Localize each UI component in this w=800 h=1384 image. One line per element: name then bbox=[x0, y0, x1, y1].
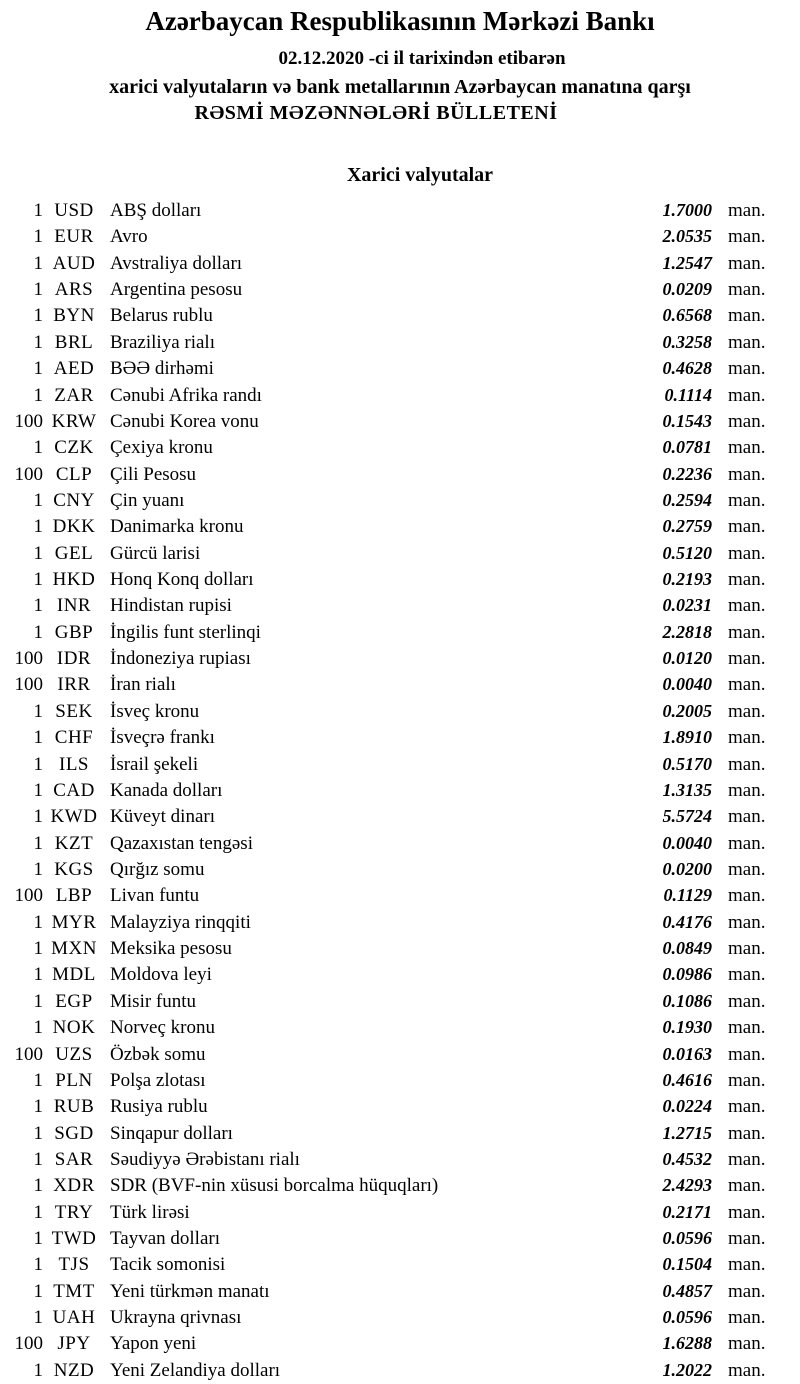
quantity-cell: 100 bbox=[14, 674, 43, 696]
rate-value-cell: 0.0163 bbox=[662, 1043, 712, 1064]
currency-code-cell: GEL bbox=[54, 542, 94, 564]
rate-value-cell: 0.2171 bbox=[662, 1201, 712, 1222]
currency-code-cell: EUR bbox=[54, 226, 94, 248]
currency-code-cell: AED bbox=[53, 358, 95, 380]
rate-row bbox=[0, 434, 800, 460]
currency-name-cell: Səudiyyə Ərəbistanı rialı bbox=[110, 1148, 300, 1170]
unit-label-cell: man. bbox=[728, 410, 766, 432]
unit-label-cell: man. bbox=[728, 990, 766, 1012]
quantity-cell: 1 bbox=[33, 1359, 43, 1381]
currency-name-cell: Qırğız somu bbox=[110, 858, 205, 880]
currency-name-cell: Malayziya rinqqiti bbox=[110, 911, 251, 933]
currency-name-cell: Tayvan dolları bbox=[110, 1228, 220, 1250]
unit-label-cell: man. bbox=[728, 1228, 766, 1250]
quantity-cell: 1 bbox=[33, 595, 43, 617]
currency-name-cell: Yeni türkmən manatı bbox=[110, 1280, 270, 1302]
rate-row bbox=[0, 671, 800, 697]
currency-name-cell: Meksika pesosu bbox=[110, 938, 232, 960]
rate-value-cell: 1.3135 bbox=[662, 779, 712, 800]
currency-name-cell: Yapon yeni bbox=[110, 1333, 197, 1355]
rate-value-cell: 0.0040 bbox=[662, 674, 712, 695]
currency-name-cell: SDR (BVF-nin xüsusi borcalma hüquqları) bbox=[110, 1175, 439, 1197]
currency-name-cell: Avstraliya dolları bbox=[110, 252, 243, 274]
quantity-cell: 1 bbox=[33, 938, 43, 960]
quantity-cell: 1 bbox=[33, 279, 43, 301]
unit-label-cell: man. bbox=[728, 1333, 766, 1355]
currency-code-cell: HKD bbox=[52, 569, 96, 591]
rate-value-cell: 0.2759 bbox=[662, 516, 712, 537]
quantity-cell: 100 bbox=[14, 463, 43, 485]
rate-row bbox=[0, 487, 800, 513]
rate-row bbox=[0, 961, 800, 987]
unit-label-cell: man. bbox=[728, 463, 766, 485]
rate-value-cell: 0.2193 bbox=[662, 569, 712, 590]
currency-name-cell: Gürcü larisi bbox=[110, 542, 201, 564]
currency-name-cell: Belarus rublu bbox=[110, 305, 213, 327]
quantity-cell: 1 bbox=[33, 727, 43, 749]
rate-row bbox=[0, 1304, 800, 1330]
quantity-cell: 1 bbox=[33, 1228, 43, 1250]
unit-label-cell: man. bbox=[728, 226, 766, 248]
unit-label-cell: man. bbox=[728, 200, 766, 221]
unit-label-cell: man. bbox=[728, 252, 766, 274]
quantity-cell: 100 bbox=[14, 885, 43, 907]
rate-row bbox=[0, 909, 800, 935]
rate-row bbox=[0, 1225, 800, 1251]
currency-code-cell: CLP bbox=[55, 463, 93, 485]
currency-code-cell: MXN bbox=[51, 938, 97, 960]
rate-value-cell: 0.1086 bbox=[662, 990, 712, 1011]
unit-label-cell: man. bbox=[728, 1122, 766, 1144]
rate-row bbox=[0, 1251, 800, 1277]
currency-name-cell: Yeni Zelandiya dolları bbox=[110, 1359, 281, 1381]
quantity-cell: 1 bbox=[33, 911, 43, 933]
unit-label-cell: man. bbox=[728, 1175, 766, 1197]
currency-name-cell: Misir funtu bbox=[110, 990, 197, 1012]
currency-name-cell: Polşa zlotası bbox=[110, 1069, 206, 1091]
quantity-cell: 1 bbox=[33, 252, 43, 274]
rate-value-cell: 0.2005 bbox=[662, 700, 712, 721]
currency-code-cell: EGP bbox=[55, 990, 93, 1012]
currency-name-cell: Ukrayna qrivnası bbox=[110, 1307, 242, 1329]
quantity-cell: 1 bbox=[33, 1017, 43, 1039]
unit-label-cell: man. bbox=[728, 727, 766, 749]
rate-row bbox=[0, 882, 800, 908]
rate-value-cell: 0.0200 bbox=[662, 858, 712, 879]
rate-value-cell: 0.0224 bbox=[662, 1096, 712, 1117]
quantity-cell: 100 bbox=[14, 1043, 43, 1065]
rate-row bbox=[0, 1041, 800, 1067]
quantity-cell: 1 bbox=[33, 542, 43, 564]
rate-value-cell: 0.1504 bbox=[662, 1254, 712, 1275]
bank-title: Azərbaycan Respublikasının Mərkəzi Bankı bbox=[145, 6, 655, 36]
currency-name-cell: Küveyt dinarı bbox=[110, 806, 216, 828]
currency-code-cell: SAR bbox=[54, 1148, 94, 1170]
currency-code-cell: UAH bbox=[52, 1307, 96, 1329]
unit-label-cell: man. bbox=[728, 806, 766, 828]
currency-code-cell: CNY bbox=[53, 489, 95, 511]
currency-code-cell: SEK bbox=[55, 700, 93, 722]
quantity-cell: 1 bbox=[33, 1122, 43, 1144]
currency-name-cell: İngilis funt sterlinqi bbox=[110, 621, 261, 643]
quantity-cell: 1 bbox=[33, 700, 43, 722]
section-title-foreign-currencies: Xarici valyutalar bbox=[346, 164, 494, 186]
quantity-cell: 1 bbox=[33, 358, 43, 380]
currency-name-cell: Rusiya rublu bbox=[110, 1096, 208, 1118]
rate-value-cell: 0.2594 bbox=[662, 489, 712, 510]
rate-value-cell: 0.5170 bbox=[662, 753, 712, 774]
quantity-cell: 1 bbox=[33, 305, 43, 327]
rate-row bbox=[0, 724, 800, 750]
quantity-cell: 1 bbox=[33, 990, 43, 1012]
rate-row bbox=[0, 329, 800, 355]
rate-row bbox=[0, 1330, 800, 1356]
effective-date-line: 02.12.2020 -ci il tarixindən etibarən bbox=[278, 48, 566, 69]
currency-name-cell: Qazaxıstan tengəsi bbox=[110, 832, 253, 854]
unit-label-cell: man. bbox=[728, 1280, 766, 1302]
quantity-cell: 1 bbox=[33, 1096, 43, 1118]
unit-label-cell: man. bbox=[728, 832, 766, 854]
quantity-cell: 1 bbox=[33, 1148, 43, 1170]
currency-code-cell: USD bbox=[54, 200, 94, 221]
quantity-cell: 1 bbox=[33, 384, 43, 406]
unit-label-cell: man. bbox=[728, 1307, 766, 1329]
unit-label-cell: man. bbox=[728, 384, 766, 406]
exchange-rates-table bbox=[0, 197, 800, 1383]
currency-name-cell: Norveç kronu bbox=[110, 1017, 215, 1039]
rate-value-cell: 0.3258 bbox=[662, 331, 712, 352]
rate-value-cell: 0.1114 bbox=[664, 384, 712, 405]
unit-label-cell: man. bbox=[728, 911, 766, 933]
currency-code-cell: ZAR bbox=[54, 384, 94, 406]
rate-row bbox=[0, 1199, 800, 1225]
rate-row bbox=[0, 276, 800, 302]
currency-name-cell: Danimarka kronu bbox=[110, 516, 244, 538]
currency-name-cell: Avro bbox=[110, 226, 148, 248]
rate-row bbox=[0, 408, 800, 434]
rate-value-cell: 1.2022 bbox=[662, 1359, 712, 1380]
unit-label-cell: man. bbox=[728, 358, 766, 380]
currency-name-cell: İran rialı bbox=[110, 674, 176, 696]
quantity-cell: 1 bbox=[33, 437, 43, 459]
currency-code-cell: SGD bbox=[54, 1122, 94, 1144]
rate-value-cell: 0.4532 bbox=[662, 1148, 712, 1169]
quantity-cell: 1 bbox=[33, 1307, 43, 1329]
unit-label-cell: man. bbox=[728, 595, 766, 617]
rate-value-cell: 0.5120 bbox=[662, 542, 712, 563]
currency-code-cell: KZT bbox=[54, 832, 94, 854]
quantity-cell: 1 bbox=[33, 226, 43, 248]
rate-row bbox=[0, 197, 800, 223]
currency-name-cell: Honq Konq dolları bbox=[110, 569, 254, 591]
currency-code-cell: NOK bbox=[52, 1017, 96, 1039]
quantity-cell: 1 bbox=[33, 516, 43, 538]
currency-name-cell: Cənubi Korea vonu bbox=[110, 410, 259, 432]
unit-label-cell: man. bbox=[728, 885, 766, 907]
quantity-cell: 1 bbox=[33, 569, 43, 591]
currency-code-cell: GBP bbox=[54, 621, 94, 643]
quantity-cell: 1 bbox=[33, 753, 43, 775]
rate-value-cell: 0.4616 bbox=[662, 1069, 712, 1090]
quantity-cell: 1 bbox=[33, 489, 43, 511]
rate-row bbox=[0, 856, 800, 882]
currency-name-cell: Tacik somonisi bbox=[110, 1254, 226, 1276]
unit-label-cell: man. bbox=[728, 1359, 766, 1381]
unit-label-cell: man. bbox=[728, 569, 766, 591]
rate-value-cell: 0.0986 bbox=[662, 964, 712, 985]
rate-row bbox=[0, 250, 800, 276]
rate-row bbox=[0, 566, 800, 592]
rate-value-cell: 0.0040 bbox=[662, 832, 712, 853]
rate-value-cell: 0.1930 bbox=[662, 1017, 712, 1038]
quantity-cell: 1 bbox=[33, 331, 43, 353]
quantity-cell: 100 bbox=[14, 1333, 43, 1355]
rate-value-cell: 0.1129 bbox=[663, 885, 712, 906]
currency-name-cell: Argentina pesosu bbox=[110, 279, 243, 301]
currency-code-cell: CAD bbox=[53, 779, 95, 801]
unit-label-cell: man. bbox=[728, 305, 766, 327]
rate-value-cell: 0.4176 bbox=[662, 911, 712, 932]
currency-name-cell: ABŞ dolları bbox=[110, 200, 202, 221]
currency-code-cell: CHF bbox=[54, 727, 94, 749]
unit-label-cell: man. bbox=[728, 437, 766, 459]
quantity-cell: 1 bbox=[33, 1201, 43, 1223]
currency-code-cell: ILS bbox=[59, 753, 89, 775]
unit-label-cell: man. bbox=[728, 938, 766, 960]
rate-value-cell: 1.7000 bbox=[662, 200, 712, 220]
currency-name-cell: Cənubi Afrika randı bbox=[110, 384, 262, 406]
rate-row bbox=[0, 1278, 800, 1304]
currency-name-cell: Çili Pesosu bbox=[110, 463, 197, 485]
currency-code-cell: TWD bbox=[51, 1228, 97, 1250]
rate-row bbox=[0, 540, 800, 566]
unit-label-cell: man. bbox=[728, 674, 766, 696]
quantity-cell: 100 bbox=[14, 410, 43, 432]
rate-row bbox=[0, 698, 800, 724]
currency-code-cell: JPY bbox=[57, 1333, 91, 1355]
rate-row bbox=[0, 1093, 800, 1119]
quantity-cell: 1 bbox=[33, 779, 43, 801]
unit-label-cell: man. bbox=[728, 621, 766, 643]
rate-row bbox=[0, 382, 800, 408]
rate-row bbox=[0, 935, 800, 961]
currency-name-cell: Moldova leyi bbox=[110, 964, 212, 986]
rate-value-cell: 0.0596 bbox=[662, 1307, 712, 1328]
rate-value-cell: 1.8910 bbox=[662, 727, 712, 748]
currency-code-cell: PLN bbox=[55, 1069, 93, 1091]
rate-value-cell: 0.0849 bbox=[662, 938, 712, 959]
quantity-cell: 1 bbox=[33, 621, 43, 643]
rate-row bbox=[0, 619, 800, 645]
rate-value-cell: 0.2236 bbox=[662, 463, 712, 484]
currency-name-cell: Çexiya kronu bbox=[110, 437, 213, 459]
rate-value-cell: 0.1543 bbox=[662, 410, 712, 431]
unit-label-cell: man. bbox=[728, 779, 766, 801]
currency-code-cell: KGS bbox=[54, 858, 94, 880]
rate-row bbox=[0, 830, 800, 856]
unit-label-cell: man. bbox=[728, 516, 766, 538]
unit-label-cell: man. bbox=[728, 542, 766, 564]
currency-name-cell: İsveçrə frankı bbox=[110, 727, 215, 749]
currency-name-cell: İsrail şekeli bbox=[110, 753, 199, 775]
quantity-cell: 100 bbox=[14, 648, 43, 670]
bulletin-title: RƏSMİ MƏZƏNNƏLƏRİ BÜLLETENİ bbox=[194, 102, 558, 124]
rate-value-cell: 0.0596 bbox=[662, 1228, 712, 1249]
rate-row bbox=[0, 513, 800, 539]
currency-name-cell: İsveç kronu bbox=[110, 700, 200, 722]
currency-name-cell: Braziliya rialı bbox=[110, 331, 215, 353]
currency-code-cell: BYN bbox=[53, 305, 95, 327]
unit-label-cell: man. bbox=[728, 1017, 766, 1039]
rate-row bbox=[0, 803, 800, 829]
rate-row bbox=[0, 592, 800, 618]
rate-row bbox=[0, 988, 800, 1014]
rate-row bbox=[0, 1172, 800, 1198]
unit-label-cell: man. bbox=[728, 1201, 766, 1223]
unit-label-cell: man. bbox=[728, 753, 766, 775]
currency-code-cell: XDR bbox=[53, 1175, 95, 1197]
currency-code-cell: CZK bbox=[54, 437, 94, 459]
currency-code-cell: KWD bbox=[50, 806, 98, 828]
currency-name-cell: Kanada dolları bbox=[110, 779, 223, 801]
unit-label-cell: man. bbox=[728, 648, 766, 670]
quantity-cell: 1 bbox=[33, 832, 43, 854]
currency-name-cell: Livan funtu bbox=[110, 885, 200, 907]
unit-label-cell: man. bbox=[728, 964, 766, 986]
rate-row bbox=[0, 1146, 800, 1172]
rate-row bbox=[0, 302, 800, 328]
rate-row bbox=[0, 645, 800, 671]
currency-code-cell: NZD bbox=[53, 1359, 95, 1381]
currency-code-cell: DKK bbox=[52, 516, 96, 538]
unit-label-cell: man. bbox=[728, 1148, 766, 1170]
currency-code-cell: INR bbox=[56, 595, 92, 617]
rate-row bbox=[0, 777, 800, 803]
rate-value-cell: 2.2818 bbox=[662, 621, 712, 642]
rate-row bbox=[0, 1120, 800, 1146]
currency-code-cell: BRL bbox=[54, 331, 94, 353]
rate-value-cell: 2.4293 bbox=[662, 1175, 712, 1196]
rate-row bbox=[0, 355, 800, 381]
currency-name-cell: BƏƏ dirhəmi bbox=[110, 358, 214, 380]
currency-code-cell: TRY bbox=[54, 1201, 94, 1223]
currency-code-cell: RUB bbox=[53, 1096, 95, 1118]
currency-code-cell: TMT bbox=[53, 1280, 95, 1302]
rate-value-cell: 0.4857 bbox=[662, 1280, 712, 1301]
rate-row bbox=[0, 1067, 800, 1093]
currency-code-cell: IRR bbox=[57, 674, 91, 696]
quantity-cell: 1 bbox=[33, 200, 43, 221]
unit-label-cell: man. bbox=[728, 700, 766, 722]
rate-value-cell: 1.6288 bbox=[662, 1333, 712, 1354]
rate-row bbox=[0, 1357, 800, 1383]
rate-value-cell: 0.0231 bbox=[662, 595, 712, 616]
scope-line: xarici valyutaların və bank metallarının Azərbaycan manatına qarşı bbox=[109, 76, 691, 98]
rate-row bbox=[0, 751, 800, 777]
quantity-cell: 1 bbox=[33, 964, 43, 986]
currency-name-cell: Sinqapur dolları bbox=[110, 1122, 233, 1144]
rate-value-cell: 0.0120 bbox=[662, 648, 712, 669]
currency-name-cell: Türk lirəsi bbox=[110, 1201, 190, 1223]
currency-code-cell: TJS bbox=[58, 1254, 90, 1276]
currency-code-cell: UZS bbox=[55, 1043, 93, 1065]
quantity-cell: 1 bbox=[33, 1069, 43, 1091]
rate-value-cell: 1.2547 bbox=[662, 252, 712, 273]
unit-label-cell: man. bbox=[728, 489, 766, 511]
currency-code-cell: IDR bbox=[56, 648, 92, 670]
currency-name-cell: Hindistan rupisi bbox=[110, 595, 232, 617]
unit-label-cell: man. bbox=[728, 1096, 766, 1118]
rate-value-cell: 0.0209 bbox=[662, 279, 712, 300]
unit-label-cell: man. bbox=[728, 331, 766, 353]
quantity-cell: 1 bbox=[33, 1254, 43, 1276]
quantity-cell: 1 bbox=[33, 806, 43, 828]
rate-value-cell: 5.5724 bbox=[662, 806, 712, 827]
quantity-cell: 1 bbox=[33, 1280, 43, 1302]
currency-name-cell: Özbək somu bbox=[110, 1043, 206, 1065]
rate-row bbox=[0, 223, 800, 249]
rate-value-cell: 0.6568 bbox=[662, 305, 712, 326]
rate-value-cell: 1.2715 bbox=[662, 1122, 712, 1143]
unit-label-cell: man. bbox=[728, 1069, 766, 1091]
quantity-cell: 1 bbox=[33, 858, 43, 880]
unit-label-cell: man. bbox=[728, 1254, 766, 1276]
currency-code-cell: LBP bbox=[55, 885, 93, 907]
unit-label-cell: man. bbox=[728, 279, 766, 301]
currency-code-cell: ARS bbox=[54, 279, 94, 301]
currency-code-cell: AUD bbox=[52, 252, 96, 274]
unit-label-cell: man. bbox=[728, 1043, 766, 1065]
quantity-cell: 1 bbox=[33, 1175, 43, 1197]
currency-name-cell: Çin yuanı bbox=[110, 489, 185, 511]
rate-value-cell: 0.4628 bbox=[662, 358, 712, 379]
currency-code-cell: MDL bbox=[52, 964, 96, 986]
currency-code-cell: KRW bbox=[51, 410, 97, 432]
currency-code-cell: MYR bbox=[51, 911, 97, 933]
rate-value-cell: 0.0781 bbox=[662, 437, 712, 458]
currency-name-cell: İndoneziya rupiası bbox=[110, 648, 251, 670]
rate-row bbox=[0, 1014, 800, 1040]
rate-row bbox=[0, 461, 800, 487]
unit-label-cell: man. bbox=[728, 858, 766, 880]
rate-value-cell: 2.0535 bbox=[662, 226, 712, 247]
